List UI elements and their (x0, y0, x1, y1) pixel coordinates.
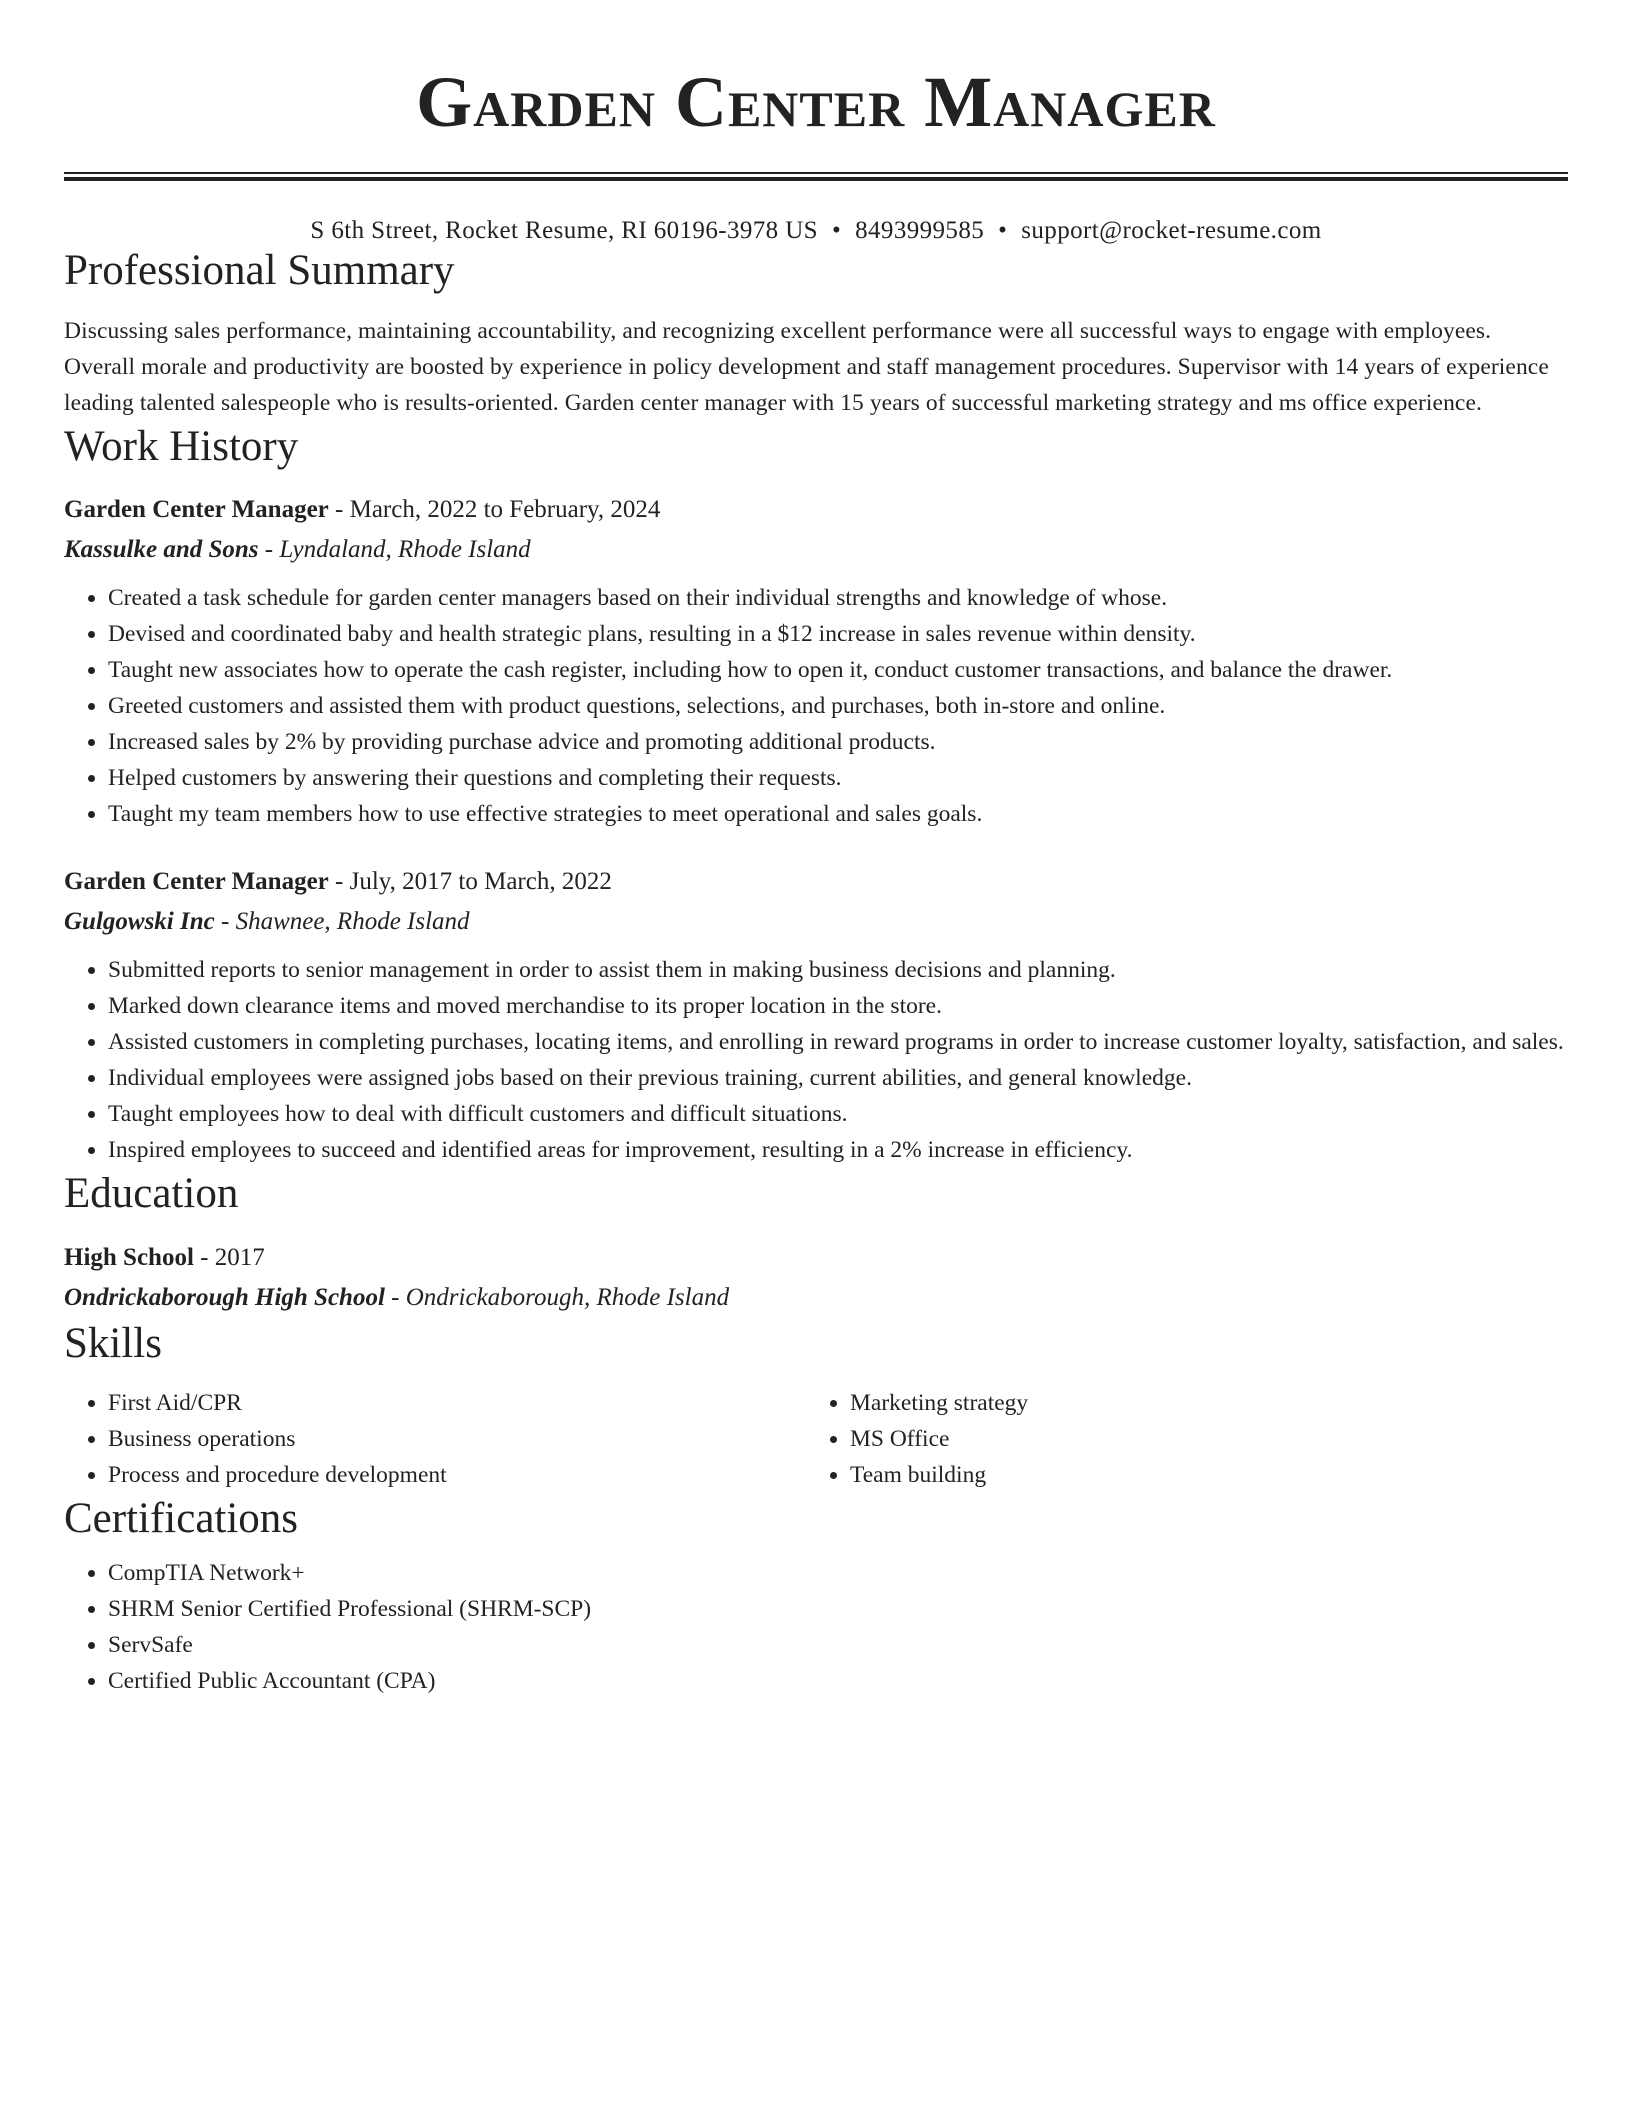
contact-email: support@rocket-resume.com (1021, 217, 1322, 244)
list-item: • Submitted reports to senior management in order to assist them in making business decisions and planning. (108, 952, 1568, 988)
list-item: • Created a task schedule for garden center managers based on their individual strengths and knowledge of whose. (108, 580, 1568, 616)
work-history-heading: Work History (64, 422, 299, 470)
job-header: Garden Center Manager - March, 2022 to February, 2024 (64, 496, 661, 524)
education-degree: High School (64, 1243, 194, 1271)
skills-column-right (806, 1385, 1548, 1493)
certifications-heading: Certifications (64, 1495, 299, 1543)
header-double-rule (64, 172, 1568, 181)
list-item: • Assisted customers in completing purchases, locating items, and enrolling in reward programs in order to increase customer loyalty, satisfaction, and sales. (108, 1024, 1568, 1060)
contact-separator: • (831, 217, 842, 244)
list-item: • First Aid/CPR (108, 1385, 806, 1421)
contact-address: S 6th Street, Rocket Resume, RI 60196-3978 US (310, 217, 818, 244)
list-item: • CompTIA Network+ (108, 1555, 1568, 1591)
list-item: • ServSafe (108, 1627, 1568, 1663)
job-company-line: Gulgowski Inc - Shawnee, Rhode Island (64, 908, 470, 936)
list-item: • Marketing strategy (850, 1385, 1548, 1421)
skills-column-left (64, 1385, 806, 1493)
list-item: • Increased sales by 2% by providing purchase advice and promoting additional products. (108, 724, 1568, 760)
job-role: Garden Center Manager (64, 496, 329, 524)
list-item: • Team building (850, 1457, 1548, 1493)
resume-name-title: Garden Center Manager (416, 62, 1216, 142)
education-school-line: Ondrickaborough High School - Ondrickaborough, Rhode Island (64, 1283, 730, 1311)
list-item: • Taught new associates how to operate the cash register, including how to open it, conduct customer transactions, and balance the drawer. (108, 652, 1568, 688)
contact-line (64, 217, 1568, 245)
list-item: • Individual employees were assigned jobs based on their previous training, current abilities, and general knowledge. (108, 1060, 1568, 1096)
list-item: • Process and procedure development (108, 1457, 806, 1493)
list-item: • Devised and coordinated baby and health strategic plans, resulting in a $12 increase in sales revenue within density. (108, 616, 1568, 652)
job-company: Gulgowski Inc (64, 908, 215, 936)
list-item: • Marked down clearance items and moved merchandise to its proper location in the store. (108, 988, 1568, 1024)
contact-phone: 8493999585 (855, 217, 985, 244)
list-item: • Certified Public Accountant (CPA) (108, 1663, 1568, 1699)
education-location: Ondrickaborough, Rhode Island (405, 1283, 730, 1311)
skills-heading: Skills (64, 1319, 162, 1367)
list-item: • Business operations (108, 1421, 806, 1457)
job-bullets (64, 580, 1568, 832)
job-entry-1 (64, 490, 1568, 832)
job-entry-2 (64, 862, 1568, 1168)
certifications-list (64, 1555, 1568, 1699)
job-header: Garden Center Manager - July, 2017 to March, 2022 (64, 868, 612, 896)
list-item: • Inspired employees to succeed and identified areas for improvement, resulting in a 2% increase in efficiency. (108, 1132, 1568, 1168)
summary-heading: Professional Summary (64, 247, 455, 294)
list-item: • Taught my team members how to use effective strategies to meet operational and sales goals. (108, 796, 1568, 832)
education-school: Ondrickaborough High School (64, 1283, 385, 1311)
list-item: • Taught employees how to deal with difficult customers and difficult situations. (108, 1096, 1568, 1132)
job-dates: March, 2022 to February, 2024 (349, 496, 661, 524)
education-year: 2017 (214, 1243, 265, 1271)
education-heading: Education (64, 1170, 239, 1218)
summary-text: Discussing sales performance, maintaining accountability, and recognizing excellent performance were all successful ways to engage with employees. Overall morale and productivity are boosted by experience in policy development and staff management procedures. Supervisor with 14 years of experience leading talented salespeople who is results-oriented. Garden center manager with 15 years of successful marketing strategy and ms office experience. (64, 317, 1549, 416)
job-company-line: Kassulke and Sons - Lyndaland, Rhode Island (64, 536, 531, 564)
list-item: • SHRM Senior Certified Professional (SHRM-SCP) (108, 1591, 1568, 1627)
skills-grid (64, 1385, 1568, 1493)
job-dates: July, 2017 to March, 2022 (349, 868, 612, 896)
education-header: High School - 2017 (64, 1243, 265, 1271)
job-company: Kassulke and Sons (64, 536, 259, 564)
job-location: Lyndaland, Rhode Island (279, 536, 531, 564)
job-bullets (64, 952, 1568, 1168)
job-role: Garden Center Manager (64, 868, 329, 896)
list-item: • MS Office (850, 1421, 1548, 1457)
education-entry (64, 1238, 1568, 1318)
list-item: • Helped customers by answering their questions and completing their requests. (108, 760, 1568, 796)
list-item: • Greeted customers and assisted them with product questions, selections, and purchases, both in-store and online. (108, 688, 1568, 724)
job-location: Shawnee, Rhode Island (235, 908, 470, 936)
contact-separator: • (998, 217, 1008, 244)
